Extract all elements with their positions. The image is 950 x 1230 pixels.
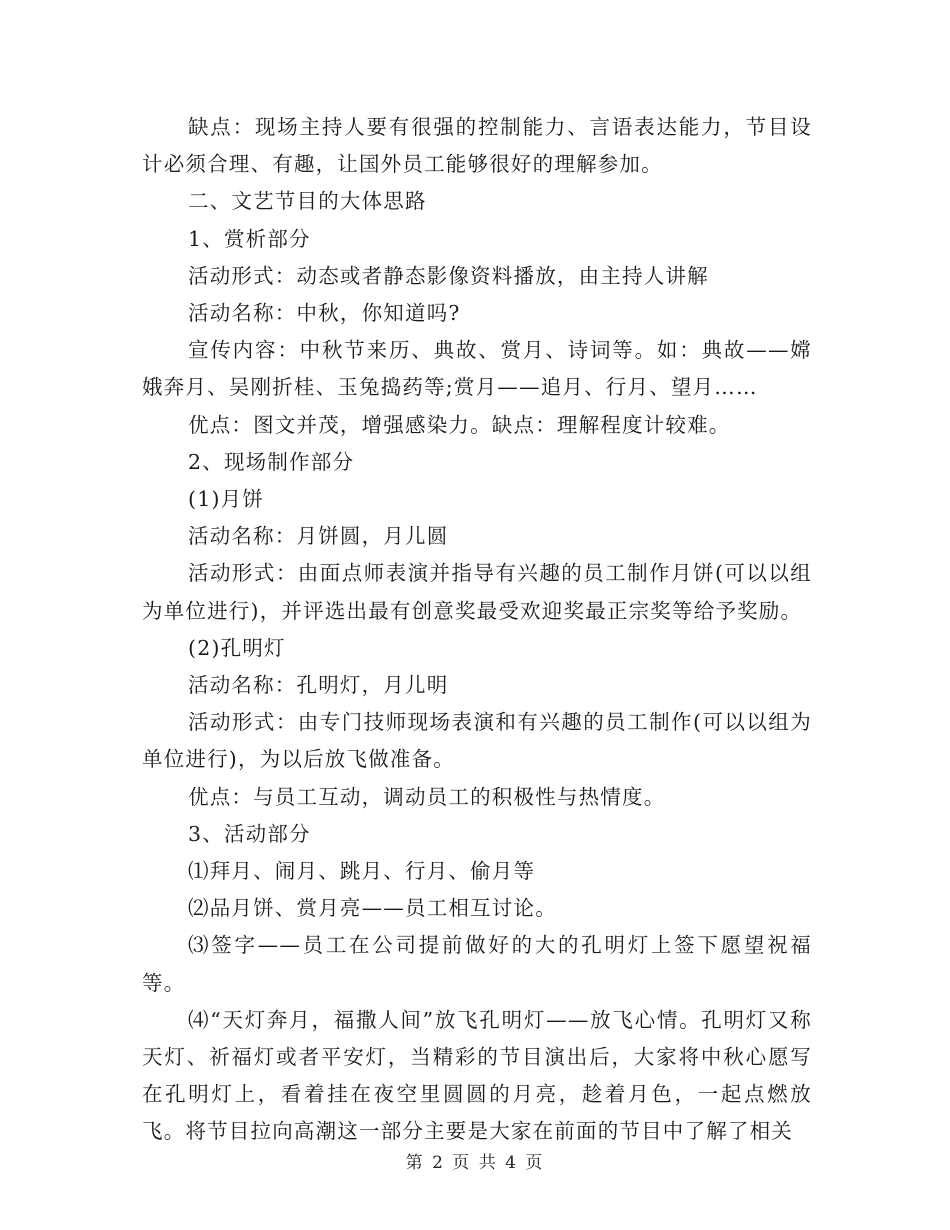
section-heading: 二、文艺节目的大体思路 bbox=[188, 189, 427, 214]
paragraph: 优点：图文并茂，增强感染力。缺点：理解程度计较难。 bbox=[188, 412, 731, 437]
list-item: ⑷“天灯奔月，福撒人间”放飞孔明灯——放飞心情。孔明灯又称天灯、祈福灯或者平安灯，当精彩的节目演出后，大家将中秋心愿写在孔明灯上，看着挂在夜空里圆圆的月亮，趁着月色，一起点燃放飞。将节目拉向高潮这一部分主要是大家在前面的节目中了解了相关 bbox=[142, 1007, 812, 1144]
paragraph: 优点：与员工互动，调动员工的积极性与热情度。 bbox=[188, 784, 666, 809]
list-item: ⑶签字——员工在公司提前做好的大的孔明灯上签下愿望祝福等。 bbox=[142, 933, 812, 995]
paragraph: 活动形式：由专门技师现场表演和有兴趣的员工制作(可以以组为单位进行)，为以后放飞做准备。 bbox=[142, 710, 812, 772]
paragraph: 活动名称：中秋，你知道吗? bbox=[188, 301, 461, 326]
paragraph: 缺点：现场主持人要有很强的控制能力、言语表达能力，节目设计必须合理、有趣，让国外员工能够很好的理解参加。 bbox=[142, 115, 812, 177]
document-body bbox=[142, 109, 812, 1151]
subsection-heading: 1、赏析部分 bbox=[188, 226, 311, 251]
subsection-heading: 3、活动部分 bbox=[188, 821, 311, 846]
item-heading: (1)月饼 bbox=[188, 487, 265, 512]
paragraph: 活动名称：月饼圆，月儿圆 bbox=[188, 524, 449, 549]
paragraph: 活动名称：孔明灯，月儿明 bbox=[188, 673, 449, 698]
list-item: ⑴拜月、闹月、跳月、行月、偷月等 bbox=[188, 859, 536, 884]
page-number-footer: 第 2 页 共 4 页 bbox=[405, 1153, 545, 1173]
item-heading: (2)孔明灯 bbox=[188, 635, 286, 660]
paragraph: 活动形式：动态或者静态影像资料播放，由主持人讲解 bbox=[188, 263, 709, 288]
list-item: ⑵品月饼、赏月亮——员工相互讨论。 bbox=[188, 896, 557, 921]
paragraph: 宣传内容：中秋节来历、典故、赏月、诗词等。如：典故——嫦娥奔月、吴刚折桂、玉兔捣药等;赏月——追月、行月、望月…… bbox=[142, 338, 812, 400]
subsection-heading: 2、现场制作部分 bbox=[188, 449, 355, 474]
paragraph: 活动形式：由面点师表演并指导有兴趣的员工制作月饼(可以以组为单位进行)，并评选出最有创意奖最受欢迎奖最正宗奖等给予奖励。 bbox=[142, 561, 812, 623]
